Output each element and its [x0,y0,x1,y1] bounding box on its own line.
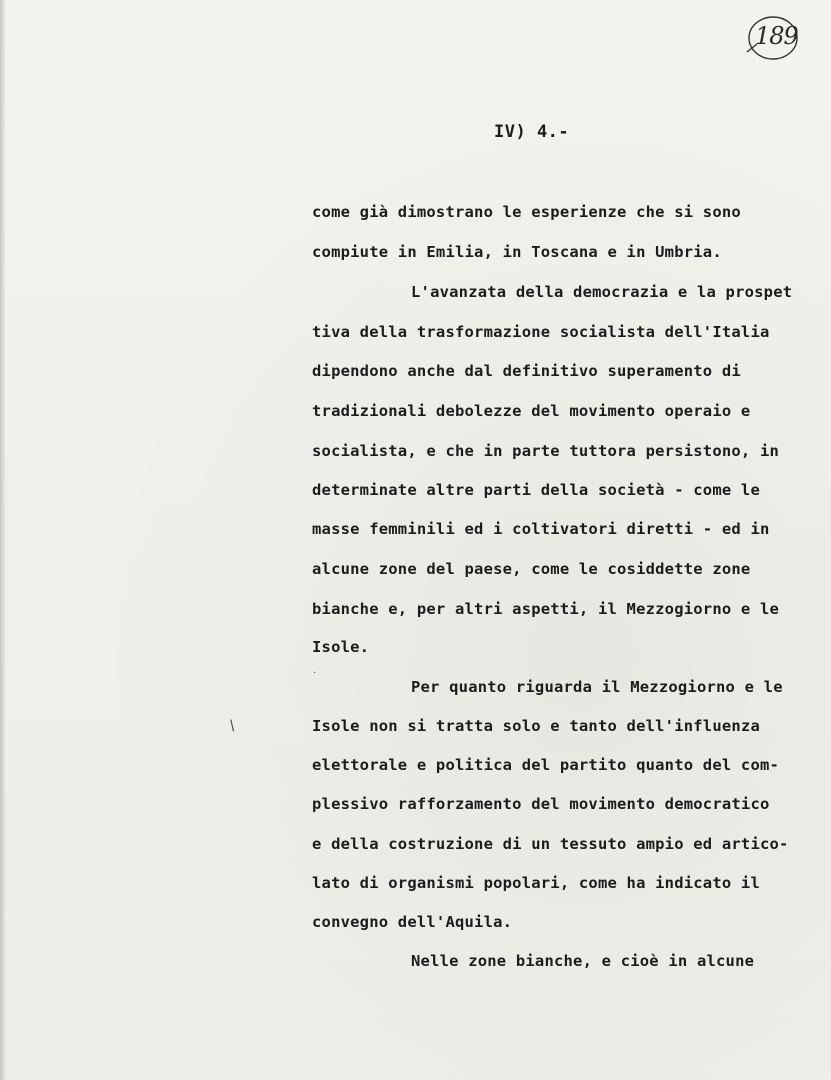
text-line: lato di organismi popolari, come ha indicato il [312,874,760,892]
text-line: L'avanzata della democrazia e la prospet [411,283,793,301]
pen-mark-icon: / [226,717,239,735]
text-line: elettorale e politica del partito quanto del com- [312,756,780,774]
text-line: tiva della trasformazione socialista dell'Italia [312,323,770,341]
text-line: convegno dell'Aquila. [312,913,513,931]
dot-mark-icon: · [313,668,317,679]
scan-edge-shadow [0,0,6,1080]
page-number-stamp [743,14,799,64]
text-line: compiute in Emilia, in Toscana e in Umbria. [312,243,722,261]
text-line: masse femminili ed i coltivatori diretti - ed in [312,520,770,538]
text-line: dipendono anche dal definitivo superamento di [312,362,741,380]
text-line: come già dimostrano le esperienze che si sono [312,203,741,221]
text-line: e della costruzione di un tessuto ampio ed artico- [312,835,789,853]
text-line: Nelle zone bianche, e cioè in alcune [411,952,755,970]
text-line: plessivo rafforzamento del movimento democratico [312,795,770,813]
text-line: alcune zone del paese, come le cosiddette zone [312,560,751,578]
text-line: Isole. [312,638,370,656]
text-line: Isole non si tratta solo e tanto dell'influenza [312,717,760,735]
text-line: socialista, e che in parte tuttora persistono, in [312,442,780,460]
text-line: bianche e, per altri aspetti, il Mezzogiorno e le [312,600,780,618]
section-heading: IV) 4.- [494,122,570,142]
text-line: tradizionali debolezze del movimento operaio e [312,402,751,420]
text-line: determinate altre parti della società - come le [312,481,760,499]
text-line: Per quanto riguarda il Mezzogiorno e le [411,678,783,696]
page-number: 189 [755,22,798,50]
